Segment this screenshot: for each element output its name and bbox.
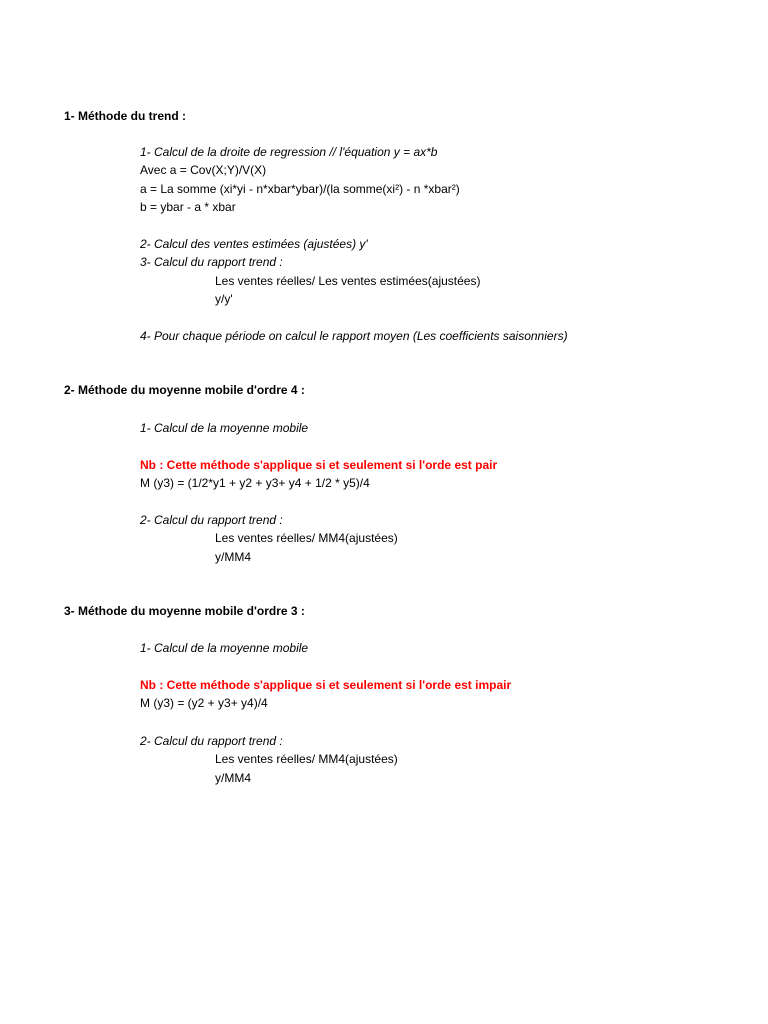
section1-step3: 3- Calcul du rapport trend : — [140, 255, 283, 269]
section2-step2: 2- Calcul du rapport trend : — [140, 513, 283, 527]
section3-step2: 2- Calcul du rapport trend : — [140, 734, 283, 748]
section1-ratio-text: Les ventes réelles/ Les ventes estimées(ajustées) — [215, 274, 481, 288]
section3-ratio-formula: y/MM4 — [215, 771, 251, 785]
section2-ratio-text: Les ventes réelles/ MM4(ajustées) — [215, 531, 398, 545]
section2-note: Nb : Cette méthode s'applique si et seulement si l'orde est pair — [140, 458, 498, 472]
section2-step1: 1- Calcul de la moyenne mobile — [140, 421, 309, 435]
section1-step4: 4- Pour chaque période on calcul le rapport moyen (Les coefficients saisonniers) — [140, 329, 568, 343]
section2-formula: M (y3) = (1/2*y1 + y2 + y3+ y4 + 1/2 * y5)/4 — [140, 476, 370, 490]
section1-ratio-formula: y/y' — [215, 292, 233, 306]
section3-note: Nb : Cette méthode s'applique si et seulement si l'orde est impair — [140, 678, 512, 692]
section3-step1: 1- Calcul de la moyenne mobile — [140, 641, 309, 655]
section1-avec: Avec a = Cov(X;Y)/V(X) — [140, 163, 267, 177]
section1-formula-a: a = La somme (xi*yi - n*xbar*ybar)/(la somme(xi²) - n *xbar²) — [140, 182, 460, 196]
section1-formula-b: b = ybar - a * xbar — [140, 200, 236, 214]
section1-title: 1- Méthode du trend : — [64, 109, 186, 123]
section2-title: 2- Méthode du moyenne mobile d'ordre 4 : — [64, 383, 305, 397]
section3-formula: M (y3) = (y2 + y3+ y4)/4 — [140, 696, 268, 710]
section1-step1: 1- Calcul de la droite de regression // l'équation y = ax*b — [140, 145, 438, 159]
section3-title: 3- Méthode du moyenne mobile d'ordre 3 : — [64, 604, 305, 618]
section1-step2: 2- Calcul des ventes estimées (ajustées) y' — [140, 237, 368, 251]
section3-ratio-text: Les ventes réelles/ MM4(ajustées) — [215, 752, 398, 766]
section2-ratio-formula: y/MM4 — [215, 550, 251, 564]
